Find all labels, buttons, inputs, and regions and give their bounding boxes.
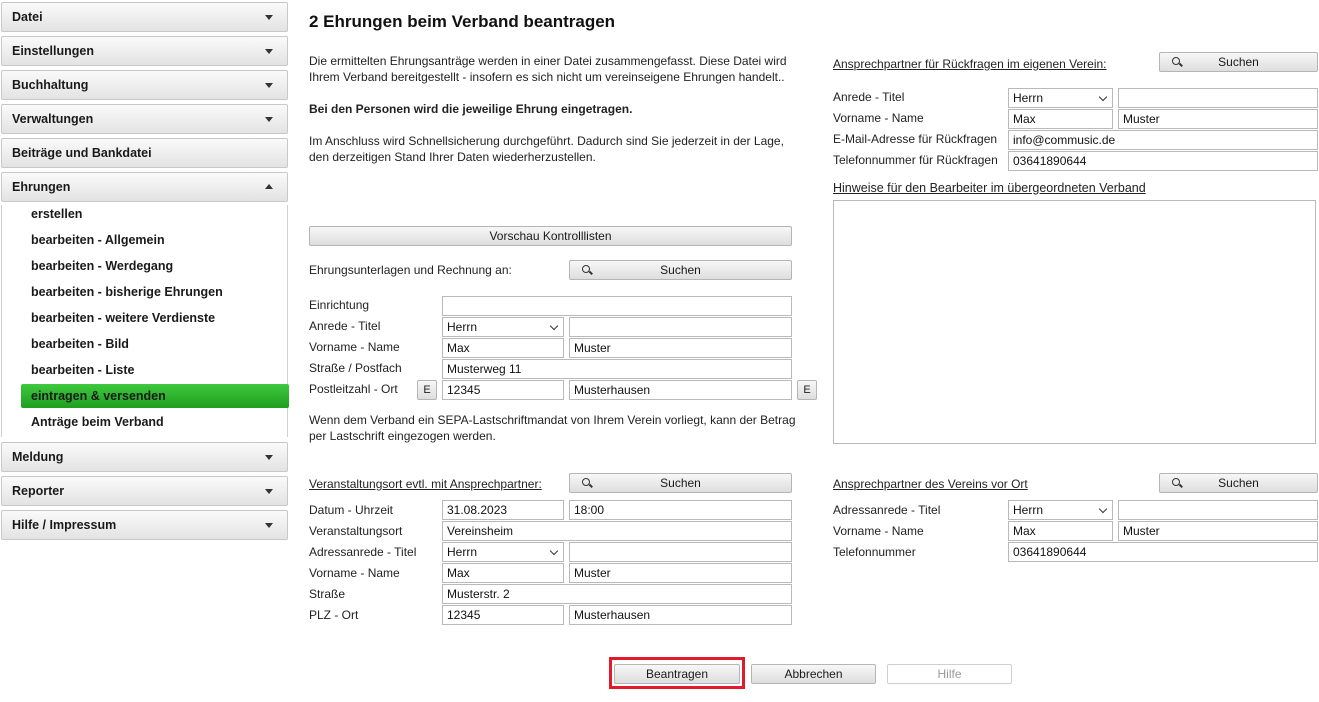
local-contact-search-button[interactable] — [1159, 473, 1318, 493]
documents-nachname-input[interactable] — [569, 338, 792, 358]
event-titel-input[interactable] — [569, 542, 792, 562]
ehrungen-submenu — [1, 205, 288, 437]
event-datum-input[interactable] — [442, 500, 564, 520]
menu-hilfe[interactable] — [1, 510, 288, 540]
button-label: Suchen — [660, 476, 701, 490]
contact-email-input[interactable] — [1008, 130, 1318, 150]
documents-search-button[interactable] — [569, 260, 792, 280]
documents-strasse-input[interactable] — [442, 359, 792, 379]
sidebar-item-liste[interactable]: bearbeiten - Liste — [31, 363, 135, 377]
sidebar-item-erstellen[interactable]: erstellen — [31, 207, 83, 221]
sidebar-item-bisherige-ehrungen[interactable]: bearbeiten - bisherige Ehrungen — [31, 285, 223, 299]
intro-text: Die ermittelten Ehrungsanträge werden in einer Datei zusammengefasst. Diese Datei wird Ihrem Verband bereitgestellt - insofern es sich nicht um vereinseigene Ehrungen handelt.. — [309, 54, 787, 84]
button-label: Suchen — [1218, 476, 1259, 490]
chevron-down-icon — [265, 15, 273, 20]
select-value: Herrn — [1013, 91, 1044, 105]
label-adressanrede: Adressanrede - Titel — [309, 545, 417, 559]
button-label: Suchen — [660, 263, 701, 277]
local-contact-heading: Ansprechpartner des Vereins vor Ort — [833, 477, 1028, 491]
event-ort-city-input[interactable] — [569, 605, 792, 625]
chevron-down-icon — [265, 83, 273, 88]
local-telefon-input[interactable] — [1008, 542, 1318, 562]
menu-label: Meldung — [12, 450, 64, 464]
label-plz: Postleitzahl - Ort — [309, 382, 398, 396]
event-strasse-input[interactable] — [442, 584, 792, 604]
label-contact-name: Vorname - Name — [833, 111, 924, 125]
chevron-down-icon — [550, 322, 558, 330]
documents-anrede-select[interactable] — [442, 317, 564, 337]
contact-heading: Ansprechpartner für Rückfragen im eigenen Verein: — [833, 57, 1107, 71]
event-heading: Veranstaltungsort evtl. mit Ansprechpartner: — [309, 477, 542, 491]
plz-edit-button[interactable]: E — [417, 380, 437, 400]
sidebar-item-weitere-verdienste[interactable]: bearbeiten - weitere Verdienste — [31, 311, 216, 325]
select-value: Herrn — [447, 545, 478, 559]
search-icon — [582, 265, 590, 273]
label-contact-anrede: Anrede - Titel — [833, 90, 905, 104]
preview-button[interactable]: Vorschau Kontrolllisten — [309, 226, 792, 246]
chevron-down-icon — [1099, 505, 1107, 513]
menu-verwaltungen[interactable] — [1, 104, 288, 134]
cancel-button[interactable]: Abbrechen — [751, 664, 876, 684]
label-event-strasse: Straße — [309, 587, 346, 601]
event-vorname-input[interactable] — [442, 563, 564, 583]
menu-label: Ehrungen — [12, 180, 71, 194]
menu-beitraege[interactable] — [1, 138, 288, 168]
local-titel-input[interactable] — [1118, 500, 1318, 520]
label-local-name: Vorname - Name — [833, 524, 924, 538]
menu-label: Reporter — [12, 484, 65, 498]
contact-titel-input[interactable] — [1118, 88, 1318, 108]
label-local-anrede: Adressanrede - Titel — [833, 503, 941, 517]
select-value: Herrn — [447, 320, 478, 334]
sidebar-item-werdegang[interactable]: bearbeiten - Werdegang — [31, 259, 174, 273]
event-anrede-select[interactable] — [442, 542, 564, 562]
sepa-note: Wenn dem Verband ein SEPA-Lastschriftmandat von Ihrem Verein vorliegt, kann der Betrag per Lastschrift eingezogen werden. — [309, 413, 796, 443]
label-anrede: Anrede - Titel — [309, 319, 381, 333]
contact-search-button[interactable] — [1159, 52, 1318, 72]
menu-einstellungen[interactable] — [1, 36, 288, 66]
sidebar-item-eintragen-versenden[interactable]: eintragen & versenden — [21, 384, 289, 408]
documents-heading: Ehrungsunterlagen und Rechnung an: — [309, 263, 512, 277]
einrichtung-input[interactable] — [442, 296, 792, 316]
backup-note: Im Anschluss wird Schnellsicherung durchgeführt. Dadurch sind Sie jederzeit in der Lage, den derzeitigen Stand Ihrer Daten wiederherzustellen. — [309, 134, 784, 164]
documents-titel-input[interactable] — [569, 317, 792, 337]
search-icon — [1172, 57, 1180, 65]
local-anrede-select[interactable] — [1008, 500, 1113, 520]
event-uhrzeit-input[interactable] — [569, 500, 792, 520]
label-einrichtung: Einrichtung — [309, 298, 370, 312]
chevron-down-icon — [265, 455, 273, 460]
menu-label: Beiträge und Bankdatei — [12, 146, 152, 160]
menu-label: Buchhaltung — [12, 78, 89, 92]
chevron-down-icon — [1099, 93, 1107, 101]
event-plz-input[interactable] — [442, 605, 564, 625]
sidebar-item-bild[interactable]: bearbeiten - Bild — [31, 337, 129, 351]
chevron-up-icon — [265, 184, 273, 189]
event-ort-input[interactable] — [442, 521, 792, 541]
label-local-telefon: Telefonnummer — [833, 545, 916, 559]
chevron-down-icon — [265, 117, 273, 122]
submit-button[interactable]: Beantragen — [614, 664, 740, 684]
contact-telefon-input[interactable] — [1008, 151, 1318, 171]
contact-nachname-input[interactable] — [1118, 109, 1318, 129]
chevron-down-icon — [265, 523, 273, 528]
local-vorname-input[interactable] — [1008, 521, 1113, 541]
menu-label: Hilfe / Impressum — [12, 518, 117, 532]
local-nachname-input[interactable] — [1118, 521, 1318, 541]
menu-label: Einstellungen — [12, 44, 94, 58]
chevron-down-icon — [550, 547, 558, 555]
page-title: 2 Ehrungen beim Verband beantragen — [309, 12, 616, 31]
label-veranstaltungsort: Veranstaltungsort — [309, 524, 403, 538]
bold-note: Bei den Personen wird die jeweilige Ehrung eingetragen. — [309, 102, 633, 116]
notes-textarea[interactable] — [833, 200, 1316, 444]
menu-label: Verwaltungen — [12, 112, 94, 126]
documents-plz-input[interactable] — [442, 380, 564, 400]
search-icon — [1172, 478, 1180, 486]
label-event-plz: PLZ - Ort — [309, 608, 359, 622]
menu-buchhaltung[interactable] — [1, 70, 288, 100]
menu-label: Datei — [12, 10, 43, 24]
contact-vorname-input[interactable] — [1008, 109, 1113, 129]
sidebar-item-allgemein[interactable]: bearbeiten - Allgemein — [31, 233, 165, 247]
sidebar-item-antraege[interactable]: Anträge beim Verband — [31, 415, 164, 429]
label-name: Vorname - Name — [309, 340, 400, 354]
event-nachname-input[interactable] — [569, 563, 792, 583]
label-contact-email: E-Mail-Adresse für Rückfragen — [833, 132, 998, 146]
search-icon — [582, 478, 590, 486]
ort-edit-button[interactable]: E — [797, 380, 817, 400]
label-datum: Datum - Uhrzeit — [309, 503, 394, 517]
event-search-button[interactable] — [569, 473, 792, 493]
contact-anrede-select[interactable] — [1008, 88, 1113, 108]
documents-ort-input[interactable] — [569, 380, 792, 400]
label-strasse: Straße / Postfach — [309, 361, 402, 375]
select-value: Herrn — [1013, 503, 1044, 517]
menu-reporter[interactable] — [1, 476, 288, 506]
menu-meldung[interactable] — [1, 442, 288, 472]
label-event-name: Vorname - Name — [309, 566, 400, 580]
notes-heading: Hinweise für den Bearbeiter im übergeordneten Verband — [833, 181, 1146, 195]
chevron-down-icon — [265, 489, 273, 494]
help-button[interactable]: Hilfe — [887, 664, 1012, 684]
label-contact-telefon: Telefonnummer für Rückfragen — [833, 153, 998, 167]
menu-ehrungen[interactable] — [1, 172, 288, 202]
chevron-down-icon — [265, 49, 273, 54]
button-label: Suchen — [1218, 55, 1259, 69]
menu-datei[interactable] — [1, 2, 288, 32]
documents-vorname-input[interactable] — [442, 338, 564, 358]
